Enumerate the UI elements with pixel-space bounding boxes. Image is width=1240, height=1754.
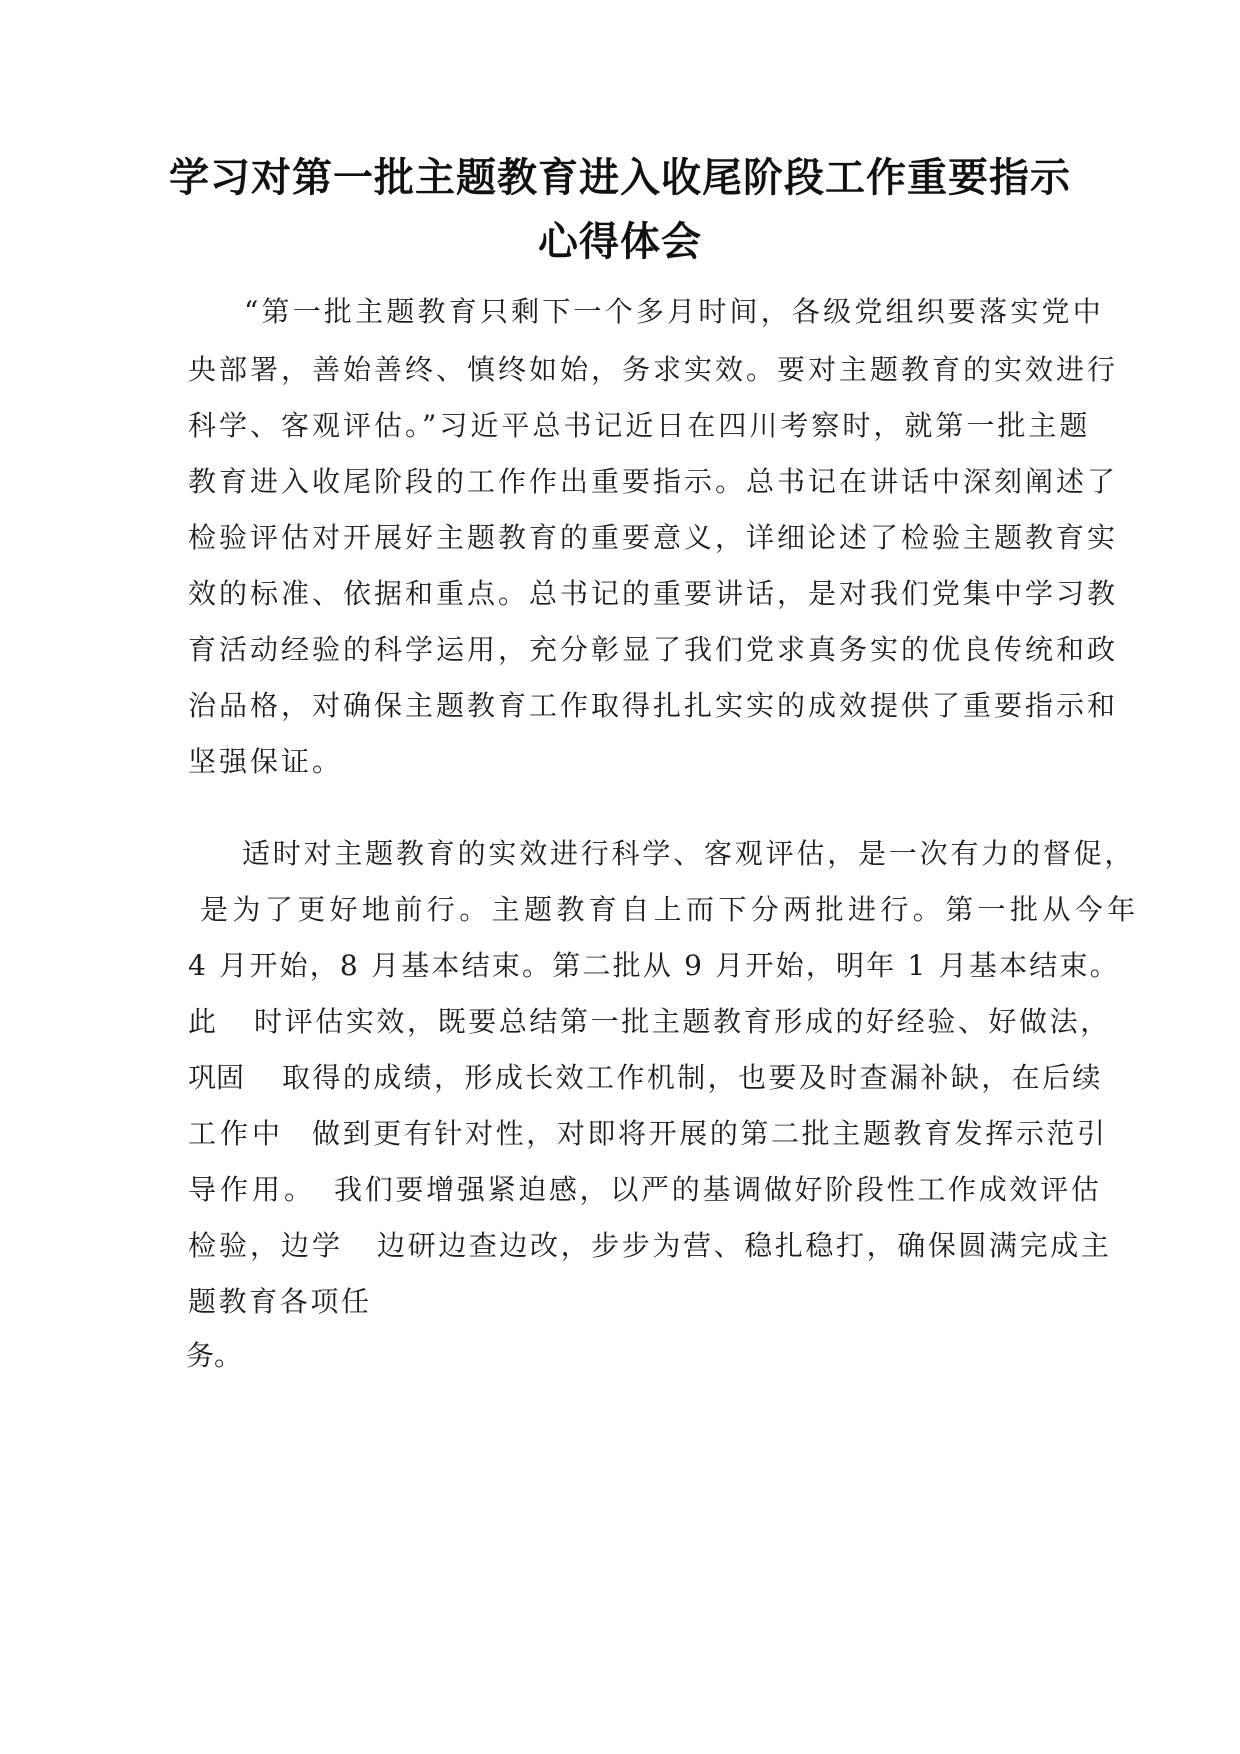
paragraph-1-line-4: 教育进入收尾阶段的工作作出重要指示。总书记在讲话中深刻阐述了 — [188, 465, 1119, 498]
paragraph-2-line-7-rest: 我们要增强紧迫感，以严的基调做好阶段性工作成效评估 — [334, 1173, 1102, 1206]
paragraph-2-line-7-start: 导作用。 — [188, 1173, 317, 1206]
paragraph-2-line-9: 题教育各项任 — [188, 1285, 372, 1318]
paragraph-2-line-2: 是为了更好地前行。主题教育自上而下分两批进行。第一批从今年 — [200, 893, 1140, 926]
paragraph-2-line-8-start: 检验，边学 — [188, 1229, 344, 1262]
paragraph-2-line-3: 4 月开始，8 月基本结束。第二批从 9 月开始，明年 1 月基本结束。 — [188, 949, 1120, 982]
paragraph-2-line-7 — [188, 1173, 1102, 1206]
paragraph-2-line-5-rest: 取得的成绩，形成长效工作机制，也要及时查漏补缺，在后续 — [282, 1061, 1103, 1094]
document-title-line-1: 学习对第一批主题教育进入收尾阶段工作重要指示 — [169, 155, 1071, 201]
paragraph-1-line-7: 育活动经验的科学运用，充分彰显了我们党求真务实的优良传统和政 — [188, 633, 1119, 666]
paragraph-1-line-2: 央部署，善始善终、慎终如始，务求实效。要对主题教育的实效进行 — [188, 353, 1119, 386]
paragraph-2-line-5 — [188, 1061, 1103, 1094]
paragraph-2-line-6 — [188, 1117, 1108, 1150]
paragraph-1-line-1: “第一批主题教育只剩下一个多月时间，各级党组织要落实党中 — [244, 295, 1104, 328]
document-title-line-2: 心得体会 — [538, 219, 702, 265]
paragraph-2-line-5-start: 巩固 — [188, 1061, 245, 1094]
paragraph-2-line-8-rest: 边研边查边改，步步为营、稳扎稳打，确保圆满完成主 — [377, 1229, 1112, 1262]
paragraph-2-line-4-start: 此 — [188, 1005, 217, 1038]
paragraph-2-line-4-rest: 时评估实效，既要总结第一批主题教育形成的好经验、好做法， — [254, 1005, 1111, 1038]
paragraph-1-line-3: 科学、客观评估。”习近平总书记近日在四川考察时，就第一批主题 — [188, 409, 1091, 442]
paragraph-1-line-8: 治品格，对确保主题教育工作取得扎扎实实的成效提供了重要指示和 — [188, 689, 1119, 722]
paragraph-1-line-9: 坚强保证。 — [188, 745, 344, 778]
paragraph-2-line-4 — [188, 1005, 1111, 1038]
paragraph-1-line-5: 检验评估对开展好主题教育的重要意义，详细论述了检验主题教育实 — [188, 521, 1119, 554]
paragraph-2-line-10: 务。 — [186, 1339, 243, 1372]
paragraph-2-line-6-rest: 做到更有针对性，对即将开展的第二批主题教育发挥示范引 — [312, 1117, 1108, 1150]
paragraph-2-line-1: 适时对主题教育的实效进行科学、客观评估，是一次有力的督促， — [242, 837, 1136, 870]
paragraph-2-line-8 — [188, 1229, 1112, 1262]
paragraph-2-line-6-start: 工作中 — [188, 1117, 285, 1150]
paragraph-1-line-6: 效的标准、依据和重点。总书记的重要讲话，是对我们党集中学习教 — [188, 577, 1119, 610]
